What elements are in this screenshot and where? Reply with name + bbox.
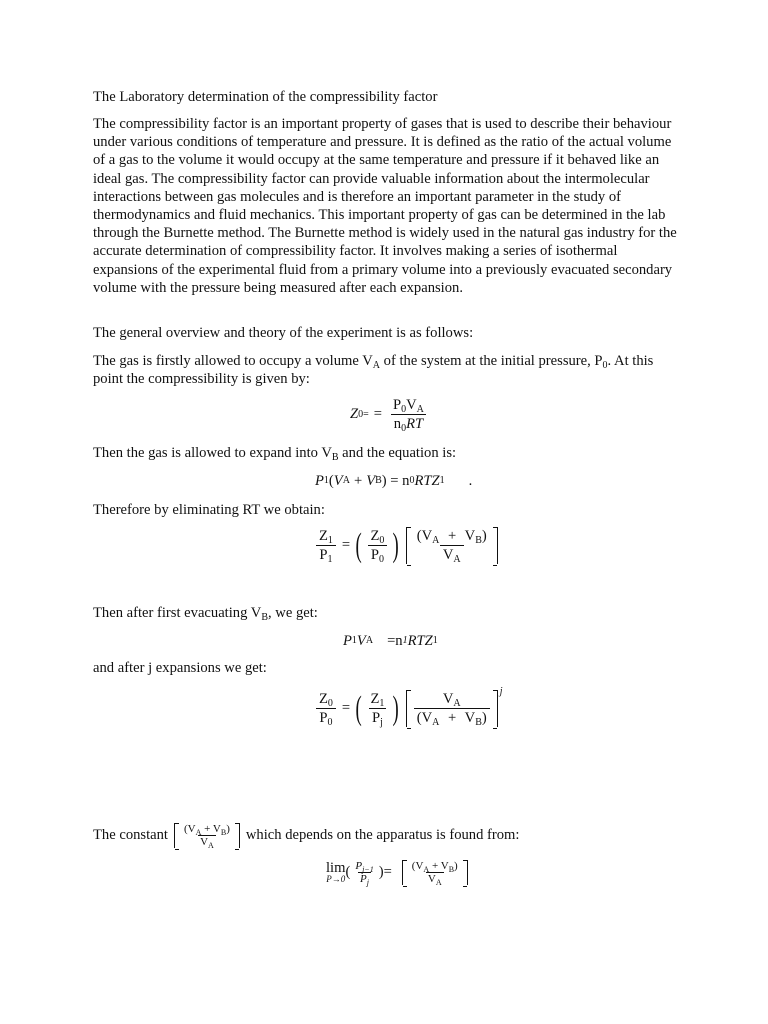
equation-expansion: P 1 ( V A + V B ) = n 0 RTZ 1 .: [315, 473, 473, 489]
equation-evacuated: P 1 V A =n 1 RTZ 1: [343, 633, 438, 649]
evacuation-paragraph: Then after first evacuating $V_B$, we get:: [93, 605, 318, 623]
document-title: The Laboratory determination of the compressibility factor: [93, 89, 438, 105]
eliminate-rt-paragraph: Therefore by eliminating RT we obtain:: [93, 502, 325, 518]
equation-limit: lim P→0 ( $\frac{P_{j-1}}{P_j}$ )= $\frac{(V_A + V_B)}{V_A}$: [326, 860, 468, 885]
overview-paragraph: The general overview and theory of the experiment is as follows:: [93, 325, 474, 341]
equation-j-expansions: $\frac{Z_0}{P_0}$ = ( $\frac{Z_1}{P_j}$ ) $\frac{V_A}{(V_A + V_B)}$ j: [313, 690, 503, 727]
initial-state-paragraph: The gas is firstly allowed to occupy a volume $V_A$ of the system at the initial pressure, $P_0$. At this point the compressibility is given by:: [93, 353, 654, 388]
expansion-paragraph: Then the gas is allowed to expand into $V_B$ and the equation is:: [93, 445, 457, 463]
intro-paragraph: The compressibility factor is an important property of gases that is used to describe their behaviour under various conditions of temperature and pressure. It is defined as the ratio of the actual volume of a gas to the volume it would occupy at the same temperature and pressure if it behaved like an ideal gas. The compressibility factor can provide valuable information about the intermolecular interactions between gas molecules and is therefore an important parameter in the study of thermodynamics and fluid mechanics. This important property of gas can be determined in the lab through the Burnette method. The Burnette method is widely used in the natural gas industry for the accurate determination of compressibility factor. It involves making a series of isothermal expansions of the experimental fluid from a primary volume into a previously evacuated secondary volume with the pressure being measured after each expansion.: [93, 116, 677, 296]
equation-z0: Z 0= = $\frac{P_0V_A}{n_0RT}$: [350, 396, 430, 433]
constant-paragraph: The constant $\frac{(V_A + V_B)}{V_A}$ which depends on the apparatus is found from:: [93, 823, 520, 850]
equation-ratio-first: $\frac{Z_1}{P_1}$ = ( $\frac{Z_0}{P_0}$ ) $\frac{(V_A + V_B)}{V_A}$: [313, 527, 498, 564]
j-expansions-paragraph: and after j expansions we get:: [93, 660, 267, 676]
